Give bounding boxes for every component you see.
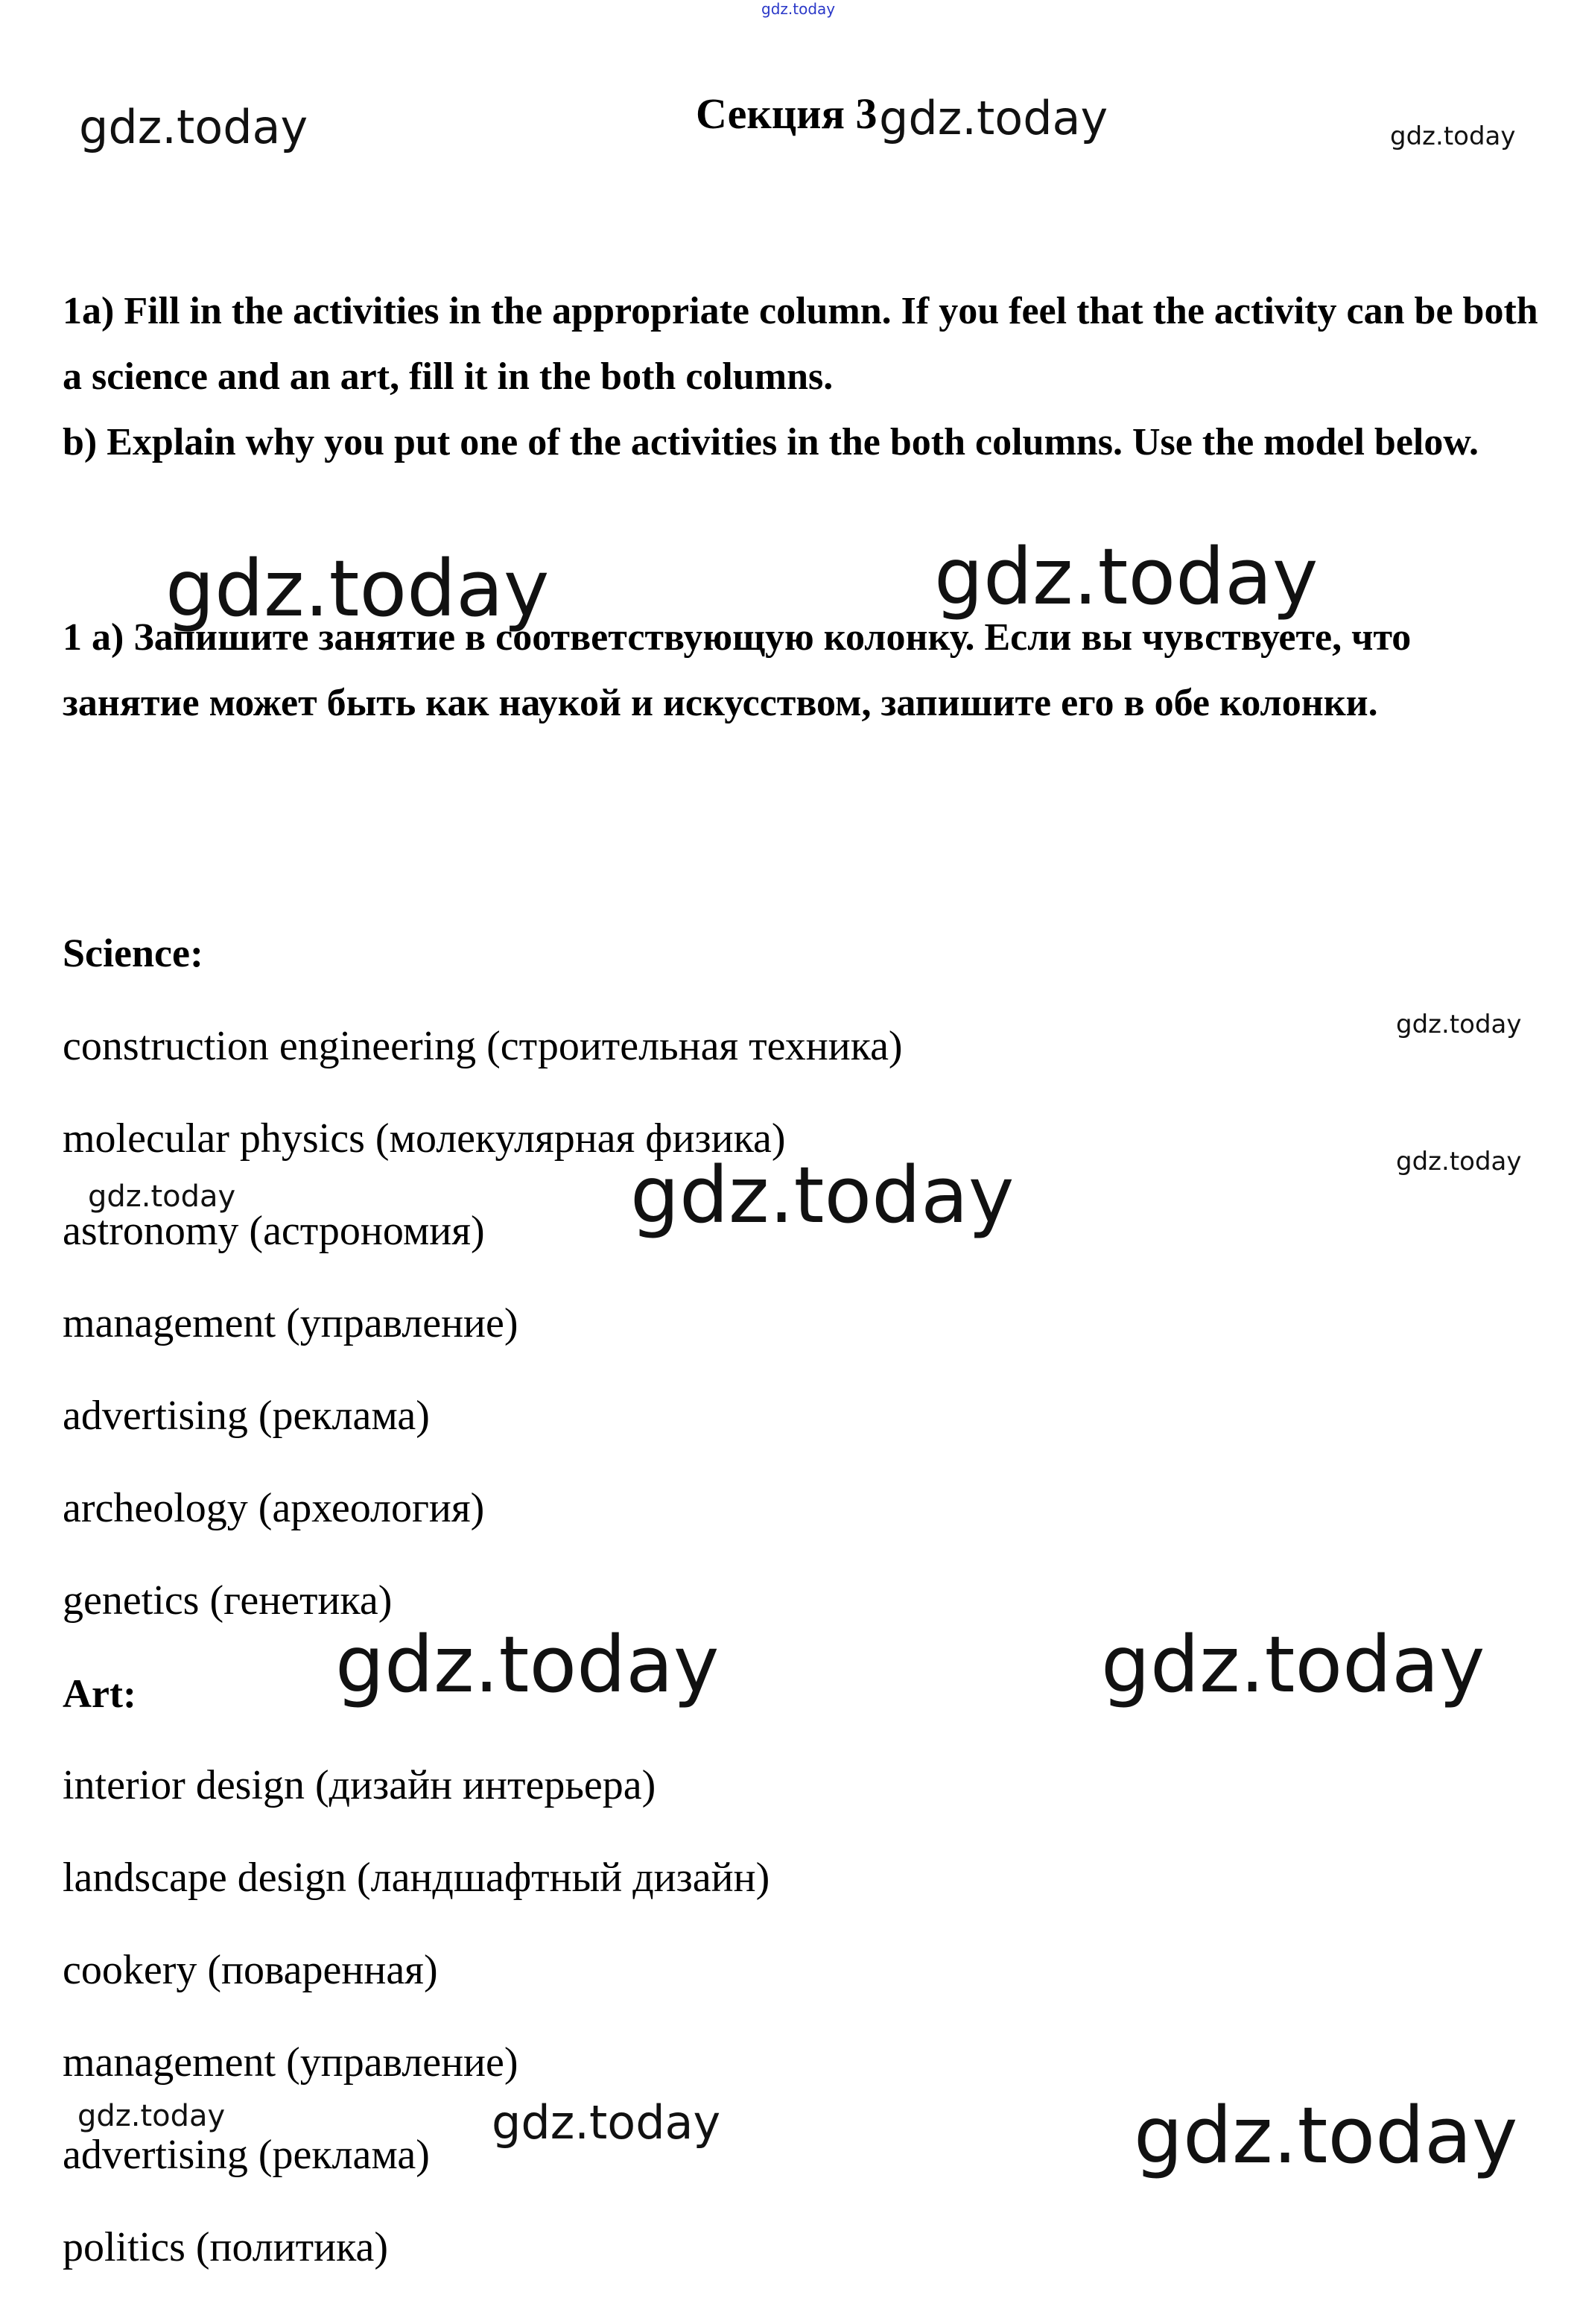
watermark-top-right: gdz.today	[1390, 121, 1516, 151]
page-title: Секция 3	[696, 89, 878, 138]
science-item: construction engineering (строительная техника)	[63, 1023, 903, 1069]
science-item: archeology (археология)	[63, 1485, 485, 1531]
watermark-science-right-2: gdz.today	[1396, 1147, 1522, 1177]
art-item: advertising (реклама)	[63, 2132, 430, 2178]
science-item: molecular physics (молекулярная физика)	[63, 1115, 786, 1162]
science-item: advertising (реклама)	[63, 1393, 430, 1439]
art-item: landscape design (ландшафтный дизайн)	[63, 1855, 770, 1901]
watermark-bottom-center: gdz.today	[492, 2095, 721, 2150]
watermark-mid-left: gdz.today	[165, 543, 550, 634]
watermark-top-left: gdz.today	[79, 100, 308, 154]
watermark-art-left: gdz.today	[335, 1619, 720, 1710]
art-list	[63, 1764, 770, 2319]
instruction-1b-en: b) Explain why you put one of the activities in the both columns. Use the model below.	[63, 421, 1479, 463]
watermark-top-center: gdz.today	[879, 91, 1108, 145]
watermark-science-small-left: gdz.today	[88, 1180, 236, 1214]
watermark-science-center: gdz.today	[630, 1150, 1015, 1241]
watermark-bottom-right: gdz.today	[1134, 2090, 1518, 2181]
watermark-art-right: gdz.today	[1101, 1619, 1485, 1710]
science-heading: Science:	[63, 931, 203, 975]
science-list	[63, 1025, 903, 1672]
art-heading: Art:	[63, 1671, 136, 1716]
watermark-mid-right: gdz.today	[934, 531, 1319, 622]
watermark-bottom-small-left: gdz.today	[77, 2099, 226, 2133]
art-item: politics (политика)	[63, 2224, 388, 2270]
science-item: genetics (генетика)	[63, 1577, 393, 1624]
science-item: astronomy (астрономия)	[63, 1208, 485, 1254]
instruction-1a-en: 1a) Fill in the activities in the appropriate column. If you feel that the activity can be both a science and an art, fill it in the both columns.	[63, 290, 1538, 398]
art-item: management (управление)	[63, 2039, 518, 2086]
watermark-science-right-1: gdz.today	[1396, 1010, 1522, 1039]
watermark-tiny-top: gdz.today	[761, 0, 836, 18]
science-item: management (управление)	[63, 1300, 518, 1346]
art-item: interior design (дизайн интерьера)	[63, 1762, 656, 1808]
instruction-1a-ru: 1 a) Запишите занятие в соответствующую колонку. Если вы чувствуете, что занятие может быть как наукой и искусством, запишите его в обе колонки.	[63, 616, 1412, 724]
art-item: cookery (поваренная)	[63, 1947, 438, 1993]
